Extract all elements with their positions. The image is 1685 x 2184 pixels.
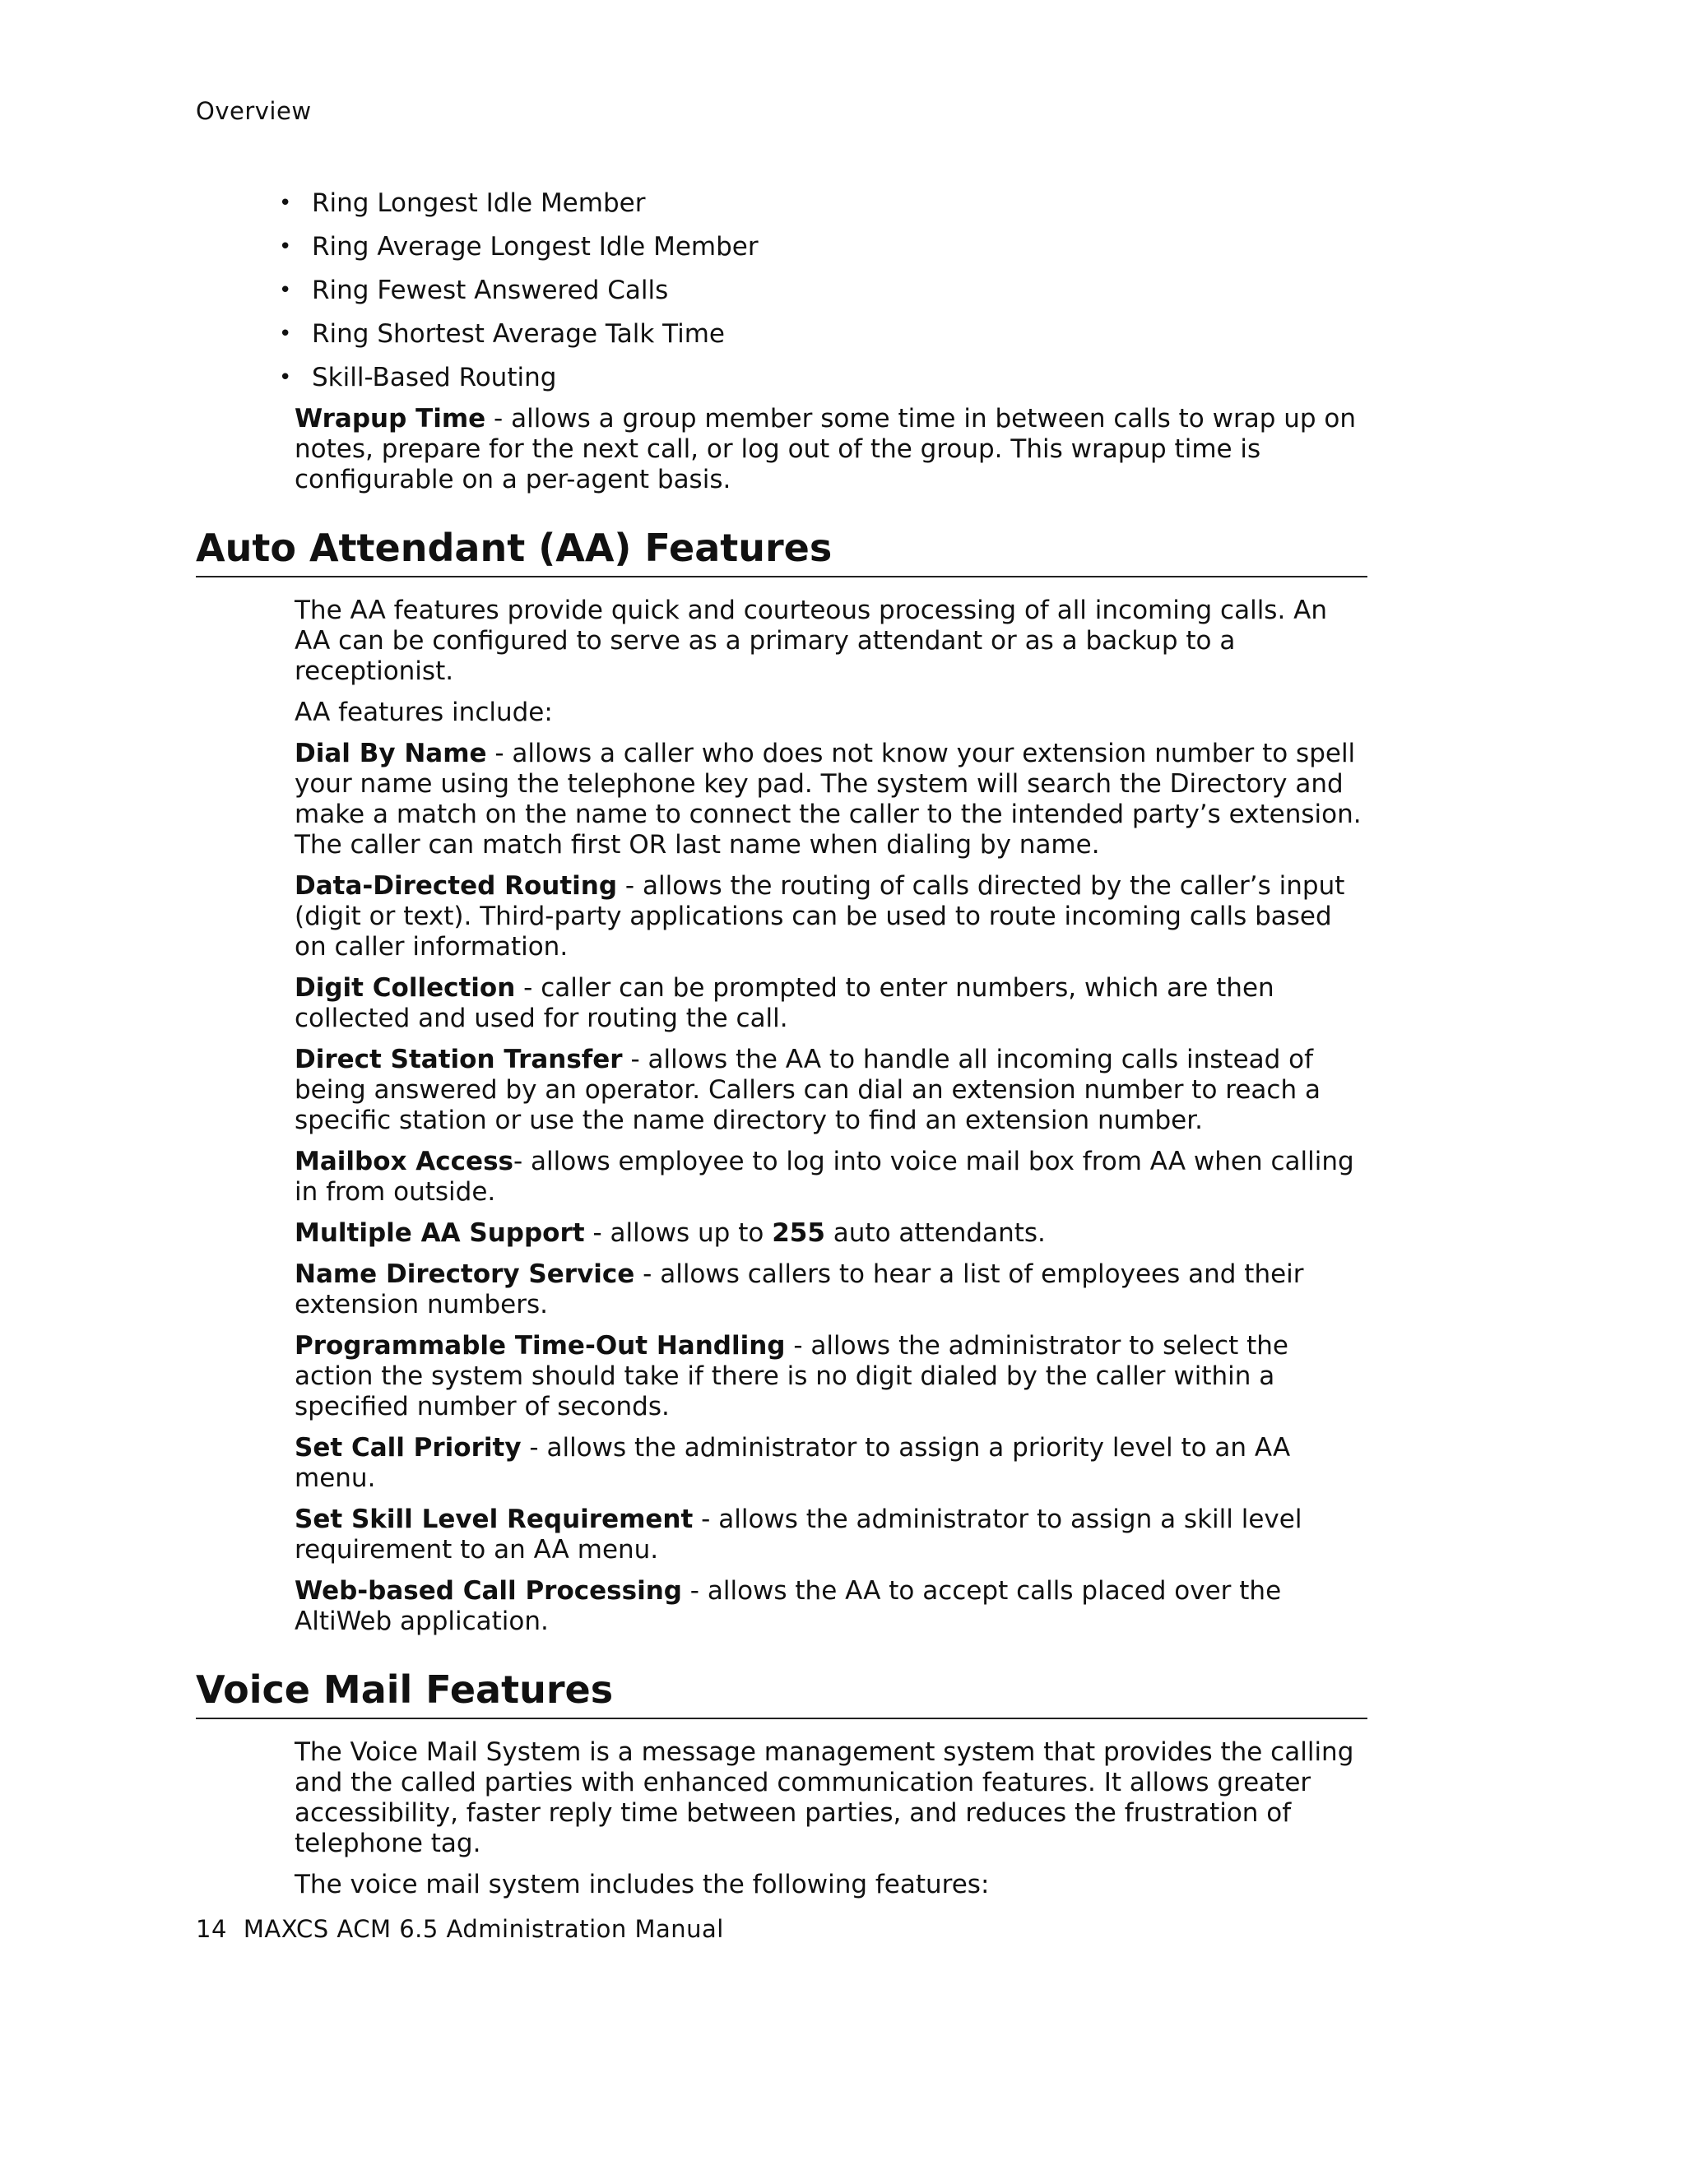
- bullet-icon: •: [279, 191, 292, 216]
- feature-description: - allows the AA to handle all incoming calls instead of being answered by an operator. Callers can dial an extension number to reach a specific station or use the name directory to find an extension number.: [295, 1045, 1321, 1135]
- feature-term: Programmable Time-Out Handling: [295, 1331, 786, 1361]
- feature-description: - allows up to: [584, 1218, 773, 1248]
- bullet-icon: •: [279, 234, 292, 259]
- aa-intro-paragraph: The AA features provide quick and courteous processing of all incoming calls. An AA can be configured to serve as a primary attendant or as a backup to a receptionist.: [295, 596, 1328, 686]
- list-item-text: Ring Fewest Answered Calls: [312, 276, 669, 305]
- feature-description: auto attendants.: [824, 1218, 1046, 1248]
- feature-term: Set Call Priority: [295, 1433, 522, 1463]
- bullet-icon: •: [279, 278, 292, 303]
- feature-programmable-time-out-handling: [295, 1331, 1367, 1422]
- feature-term: Multiple AA Support: [295, 1218, 585, 1248]
- list-item: [279, 317, 1367, 352]
- feature-set-skill-level-requirement: [295, 1505, 1367, 1565]
- feature-web-based-call-processing: [295, 1576, 1367, 1637]
- auto-attendant-section-body: [196, 596, 1367, 1637]
- feature-description: - allows employee to log into voice mail box from AA when calling in from outside.: [295, 1147, 1354, 1207]
- vm-intro-paragraph: The Voice Mail System is a message management system that provides the calling and the called parties with enhanced communication features. It allows greater accessibility, faster reply time between parties, and reduces the frustration of telephone tag.: [295, 1737, 1354, 1858]
- feature-description: - allows the administrator to assign a priority level to an AA menu.: [295, 1433, 1291, 1493]
- list-item-text: Ring Average Longest Idle Member: [312, 232, 759, 262]
- feature-multiple-aa-support: [295, 1218, 1367, 1249]
- feature-term: Wrapup Time: [295, 404, 486, 434]
- feature-description: - allows callers to hear a list of employees and their extension numbers.: [295, 1259, 1304, 1319]
- list-item: [279, 273, 1367, 308]
- feature-description: - caller can be prompted to enter numbers, which are then collected and used for routing the call.: [295, 973, 1274, 1033]
- feature-term: Data-Directed Routing: [295, 871, 618, 901]
- manual-title: MAXCS ACM 6.5 Administration Manual: [243, 1915, 724, 1943]
- voice-mail-section-body: [196, 1737, 1367, 1900]
- feature-term: Digit Collection: [295, 973, 516, 1003]
- list-item: [279, 360, 1367, 396]
- wrapup-time-paragraph: [295, 404, 1367, 495]
- feature-description: - allows the administrator to assign a skill level requirement to an AA menu.: [295, 1505, 1302, 1565]
- routing-options-list: [196, 186, 1367, 396]
- feature-direct-station-transfer: [295, 1045, 1367, 1136]
- feature-description: - allows the administrator to select the action the system should take if there is no digit dialed by the caller within a specified number of seconds.: [295, 1331, 1288, 1421]
- feature-mailbox-access: [295, 1147, 1367, 1208]
- page-number: 14: [196, 1915, 227, 1943]
- page-content: [196, 186, 1367, 1911]
- feature-term: Direct Station Transfer: [295, 1045, 623, 1074]
- bullet-icon: •: [279, 365, 292, 390]
- feature-term: Web-based Call Processing: [295, 1576, 682, 1606]
- section-heading-voice-mail: Voice Mail Features: [196, 1667, 1367, 1719]
- feature-set-call-priority: [295, 1433, 1367, 1494]
- feature-term: Set Skill Level Requirement: [295, 1505, 694, 1534]
- bullet-icon: •: [279, 322, 292, 346]
- page-footer: [196, 1915, 724, 1943]
- feature-description: - allows a caller who does not know your extension number to spell your name using the telephone key pad. The system will search the Directory and make a match on the name to connect the caller to the intended party’s extension. The caller can match first OR last name when dialing by name.: [295, 739, 1362, 860]
- aa-count-value: 255: [772, 1218, 825, 1248]
- section-heading-auto-attendant: Auto Attendant (AA) Features: [196, 525, 1367, 577]
- feature-description: - allows a group member some time in between calls to wrap up on notes, prepare for the next call, or log out of the group. This wrapup time is configurable on a per-agent basis.: [295, 404, 1357, 494]
- feature-term: Dial By Name: [295, 739, 487, 768]
- feature-name-directory-service: [295, 1259, 1367, 1320]
- list-item-text: Ring Longest Idle Member: [312, 188, 646, 218]
- list-item-text: Skill-Based Routing: [312, 363, 557, 392]
- running-header: Overview: [196, 97, 312, 125]
- feature-description: - allows the routing of calls directed by the caller’s input (digit or text). Third-party applications can be used to route incoming calls based on caller information.: [295, 871, 1345, 962]
- feature-data-directed-routing: [295, 871, 1367, 962]
- feature-term: Mailbox Access: [295, 1147, 513, 1176]
- vm-includes-label: The voice mail system includes the following features:: [295, 1870, 990, 1899]
- list-item-text: Ring Shortest Average Talk Time: [312, 319, 725, 349]
- feature-description: - allows the AA to accept calls placed over the AltiWeb application.: [295, 1576, 1282, 1636]
- aa-includes-label: AA features include:: [295, 698, 553, 727]
- feature-term: Name Directory Service: [295, 1259, 635, 1289]
- list-item: [279, 186, 1367, 221]
- list-item: [279, 230, 1367, 265]
- feature-digit-collection: [295, 973, 1367, 1034]
- feature-dial-by-name: [295, 739, 1367, 860]
